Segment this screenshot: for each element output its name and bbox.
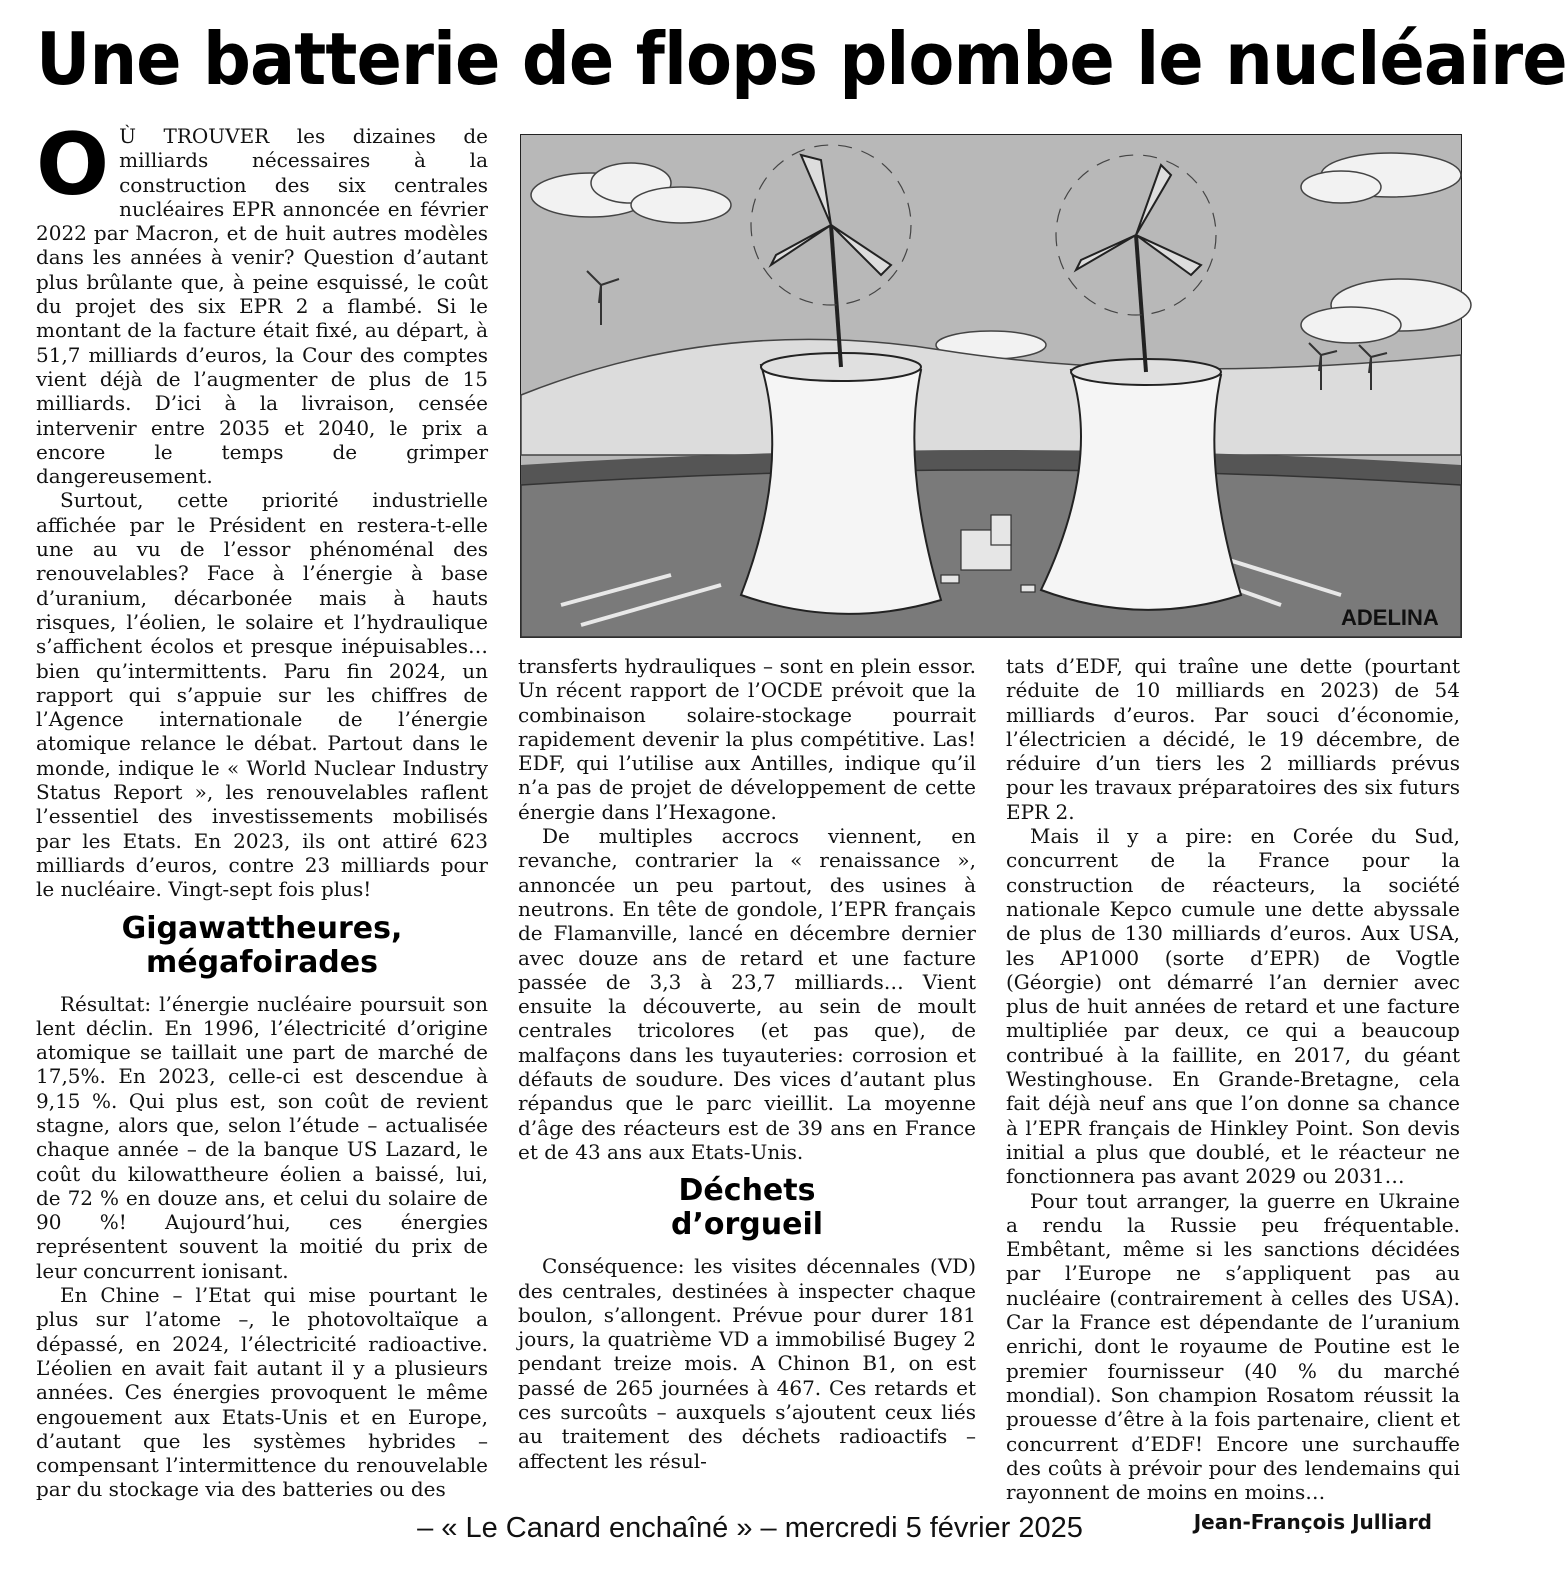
paragraph: tats d’EDF, qui traîne une dette (pourtant réduite de 10 milliards en 2023) de 54 milliards d’euros. Par souci d’économie, l’électricien a décidé, le 19 décembre, de réduire d’un tiers les 2 milliards prévus pour les travaux préparatoires des six futurs EPR 2.: [1006, 654, 1460, 824]
subheading-line: Déchets: [678, 1173, 816, 1209]
paragraph: Résultat: l’énergie nucléaire poursuit son lent déclin. En 1996, l’électricité d’origine atomique se taillait une part de marché de 17,5%. En 2023, celle-ci est descendue à 9,15 %. Qui plus est, son coût de revient stagne, alors que, selon l’étude – actualisée chaque année – de la banque US Lazard, le coût du kilowattheure éolien a baissé, lui, de 72 % en douze ans, et celui du solaire de 90 %! Aujourd’hui, ces énergies représentent souvent la moitié du prix de leur concurrent ionisant.: [36, 991, 488, 1283]
paragraph-intro: [36, 115, 488, 489]
article-column-2: [518, 654, 976, 1473]
paragraph: En Chine – l’Etat qui mise pourtant le plus sur l’atome –, le photovoltaïque a dépassé, en 2024, l’électricité radioactive. L’éolien en avait fait autant il y a plusieurs années. Ces énergies provoquent le même engouement aux Etats-Unis et en Europe, d’autant que les systèmes hybrides – compensant l’intermittence du renouvelable par du stockage via des batteries ou des: [36, 1283, 488, 1502]
cartoon-signature: ADELINA: [1341, 605, 1439, 630]
drop-cap: O: [36, 115, 110, 215]
source-credit: – « Le Canard enchaîné » – mercredi 5 février 2025: [417, 1512, 1083, 1544]
paragraph: Conséquence: les visites décennales (VD) des centrales, destinées à inspecter chaque boulon, s’allongent. Prévue pour durer 181 jours, la quatrième VD a immobilisé Bugey 2 pendant treize mois. A Chinon B1, on est passé de 265 journées à 467. Ces retards et ces surcoûts – auxquels s’ajoutent ceux liés au traitement des déchets radioactifs – affectent les résul-: [518, 1254, 976, 1473]
editorial-cartoon: [520, 134, 1462, 638]
paragraph: Surtout, cette priorité industrielle affichée par le Président en restera-t-elle une au vu de l’essor phénoménal des renouvelables? Face à l’énergie à base d’uranium, décarbonée mais à hauts risques, l’éolien, le solaire et l’hydraulique s’affichent écolos et presque inépuisables… bien qu’intermittents. Paru fin 2024, un rapport qui s’appuie sur les chiffres de l’Agence internationale de l’énergie atomique relance le débat. Partout dans le monde, indique le « World Nuclear Industry Status Report », les renouvelables raflent l’essentiel des investissements mobilisés par les Etats. En 2023, ils ont attiré 623 milliards d’euros, contre 23 milliards pour le nucléaire. Vingt-sept fois plus!: [36, 488, 488, 902]
author-signature: Jean-François Julliard: [1193, 1510, 1432, 1535]
paragraph: Mais il y a pire: en Corée du Sud, concurrent de la France pour la construction de réacteurs, la société nationale Kepco cumule une dette abyssale de plus de 130 milliards d’euros. Aux USA, les AP1000 (sorte d’EPR) de Vogtle (Géorgie) ont démarré l’an dernier avec plus de huit années de retard et une facture multipliée par deux, ce qui a beaucoup contribué à la faillite, en 2017, du géant Westinghouse. En Grande-Bretagne, cela fait déjà neuf ans que l’on donne sa chance à l’EPR français de Hinkley Point. Son devis initial a plus que doublé, et le réacteur ne fonctionnera pas avant 2029 ou 2031…: [1006, 824, 1460, 1189]
paragraph-intro-text: Ù TROUVER les dizaines de milliards nécessaires à la construction des six centrales nucléaires EPR annoncée en février 2022 par Macron, et de huit autres modèles dans les années à venir? Question d’autant plus brûlante que, à peine esquissé, le coût du projet des six EPR 2 a flambé. Si le montant de la facture était fixé, au départ, à 51,7 milliards d’euros, la Cour des comptes vient déjà de l’augmenter de plus de 15 milliards. D’ici à la livraison, censée intervenir entre 2035 et 2040, le prix a encore le temps de grimper dangereusement.: [36, 124, 488, 489]
subheading-gigawattheures: [36, 912, 488, 980]
article-column-1: [36, 115, 488, 1502]
paragraph: De multiples accrocs viennent, en revanche, contrarier la « renaissance », annoncée un peu partout, des usines à neutrons. En tête de gondole, l’EPR français de Flamanville, lancé en décembre dernier avec douze ans de retard et une facture passée de 3,3 à 23,7 milliards… Vient ensuite la découverte, au sein de moult centrales tricolores (et pas que), de malfaçons dans les tuyauteries: corrosion et défauts de soudure. Des vices d’autant plus répandus que le parc vieillit. La moyenne d’âge des réacteurs est de 39 ans en France et de 43 ans aux Etats-Unis.: [518, 824, 976, 1164]
cartoon-drawing: [521, 135, 1461, 637]
headline: Une batterie de flops plombe le nucléaire: [36, 17, 1567, 101]
subheading-line: mégafoirades: [146, 944, 378, 980]
subheading-dechets: [518, 1174, 976, 1242]
subheading-line: Gigawattheures,: [121, 910, 403, 946]
paragraph: transferts hydrauliques – sont en plein essor. Un récent rapport de l’OCDE prévoit que la combinaison solaire-stockage pourrait rapidement devenir la plus compétitive. Las! EDF, qui l’utilise aux Antilles, indique qu’il n’a pas de projet de développement de cette énergie dans l’Hexagone.: [518, 654, 976, 824]
paragraph: Pour tout arranger, la guerre en Ukraine a rendu la Russie peu fréquentable. Embêtant, même si les sanctions décidées par l’Europe ne s’appliquent pas au nucléaire (contrairement à celles des USA). Car la France est dépendante de l’uranium enrichi, dont le royaume de Poutine est le premier fournisseur (40 % du marché mondial). Son champion Rosatom réussit la prouesse d’être à la fois partenaire, client et concurrent d’EDF! Encore une surchauffe des coûts à prévoir pour des lendemains qui rayonnent de moins en moins…: [1006, 1188, 1460, 1505]
subheading-line: d’orgueil: [670, 1207, 824, 1243]
cooling-tower-left: [741, 359, 941, 614]
article-column-3: [1006, 654, 1460, 1535]
